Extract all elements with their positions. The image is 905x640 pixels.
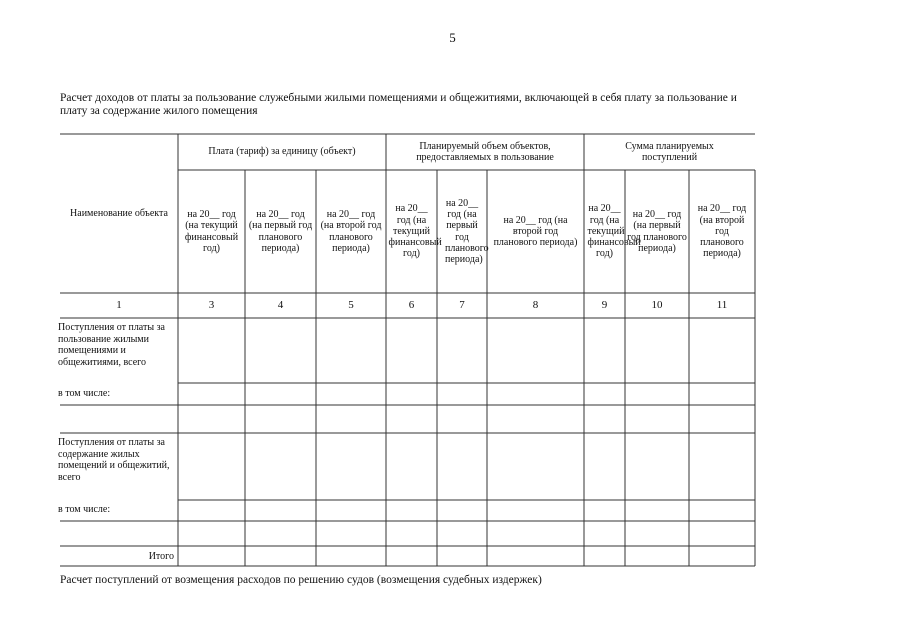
column-number: 9 [601,298,608,311]
section-title: Расчет доходов от платы за пользование служебными жилыми помещениями и общежитиями, включающей в себя плату за пользование и плату за содержание жилого помещения [60,92,737,117]
column-number: 11 [716,298,728,311]
subheader-tariff-second: на 20__ год (на второй год планового периода) [320,208,382,254]
subheader-volume-second: на 20__ год (на второй год планового периода) [493,214,578,249]
column-number: 4 [277,298,284,311]
subheader-volume-current: на 20__ год (на текущий финансовый год) [388,203,442,260]
footer-text: Расчет поступлений от возмещения расходов по решению судов (возмещения судебных издержек) [60,574,542,586]
subheader-tariff-current: на 20__ год (на текущий финансовый год) [184,208,239,254]
header-group-tariff: Плата (тариф) за единицу (объект) [208,146,356,158]
row-label-total: Итого [148,551,174,562]
page-number: 5 [449,30,456,45]
column-number: 3 [208,298,215,311]
column-number: 10 [651,298,663,311]
row-label-including: в том числе: [58,504,111,515]
subheader-sum-current: на 20__ год (на текущий финансовый год) [587,203,641,260]
subheader-sum-first: на 20__ год (на первый год планового периода) [627,208,687,254]
subheader-sum-second: на 20__ год (на второй год планового периода) [697,203,747,260]
column-number: 5 [348,298,354,311]
column-number: 1 [116,298,122,311]
header-group-sum: Сумма планируемых поступлений [625,140,714,163]
subheader-volume-first: на 20__ год (на первый год планового периода) [445,197,489,266]
header-group-volume: Планируемый объем объектов, предоставляемых в пользование [416,140,554,163]
row-label-maintenance-total: Поступления от платы за содержание жилых помещений и общежитий, всего [58,437,170,483]
column-number: 7 [459,298,465,311]
row-label-usage-total: Поступления от платы за пользование жилыми помещениями и общежитиями, всего [58,322,165,368]
column-number: 8 [532,298,539,311]
subheader-tariff-first: на 20__ год (на первый год планового периода) [248,208,313,254]
column-number: 6 [408,298,415,311]
row-label-including: в том числе: [58,388,111,399]
header-object-name: Наименование объекта [70,207,168,219]
